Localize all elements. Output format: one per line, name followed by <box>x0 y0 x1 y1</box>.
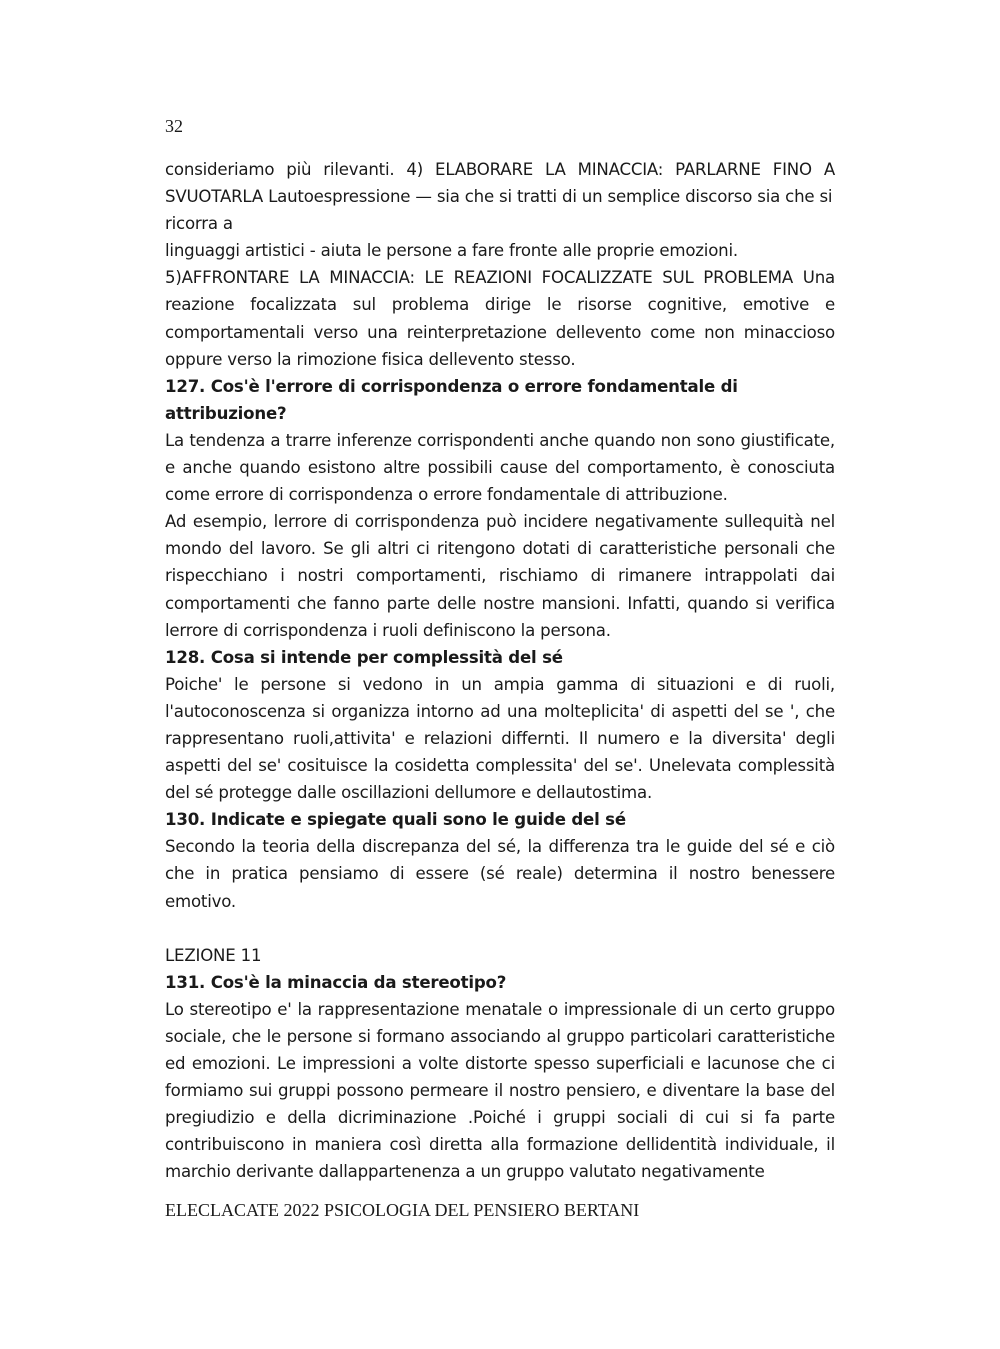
question-131-heading: 131. Cos'è la minaccia da stereotipo? <box>165 972 507 992</box>
answer-127-paragraph-1: La tendenza a trarre inferenze corrispondenti anche quando non sono giustificate, e anche quando esistono altre possibili cause del comportamento, è conosciuta come errore di corrispondenza o errore fondamentale di attribuzione. <box>165 430 835 505</box>
question-127-heading: 127. Cos'è l'errore di corrispondenza o errore fondamentale di attribuzione? <box>165 376 738 423</box>
answer-128-paragraph: Poiche' le persone si vedono in un ampia gamma di situazioni e di ruoli, l'autoconoscenza si organizza intorno ad una molteplicita' di aspetti del se ', che rappresentano ruoli,attivita' e relazioni differnti. Il numero e la diversita' degli aspetti del se' cosituisce la cosidetta complessita' del se'. Unelevata complessità del sé protegge dalle oscillazioni dellumore e dellautostima. <box>165 674 835 803</box>
question-128-heading: 128. Cosa si intende per complessità del sé <box>165 647 563 667</box>
page-number: 32 <box>165 116 183 136</box>
paragraph-ricorra: ricorra a <box>165 214 233 234</box>
answer-127-paragraph-2: Ad esempio, lerrore di corrispondenza può incidere negativamente sullequità nel mondo del lavoro. Se gli altri ci ritengono dotati di caratteristiche personali che rispecchiano i nostri comportamenti, rischiamo di rimanere intrappolati dai comportamenti che fanno parte delle nostre mansioni. Infatti, quando si verifica lerrore di corrispondenza i ruoli definiscono la persona. <box>165 512 835 640</box>
page-footer: ELECLACATE 2022 PSICOLOGIA DEL PENSIERO BERTANI <box>165 1200 640 1220</box>
question-130-heading: 130. Indicate e spiegate quali sono le guide del sé <box>165 810 626 830</box>
section-spacer <box>165 915 835 942</box>
paragraph-linguaggi-artistici: linguaggi artistici - aiuta le persone a fare fronte alle proprie emozioni. <box>165 241 738 261</box>
paragraph-affrontare-minaccia: 5)AFFRONTARE LA MINACCIA: LE REAZIONI FOCALIZZATE SUL PROBLEMA Una reazione focalizzata sul problema dirige le risorse cognitive, emotive e comportamentali verso una reinterpretazione dellevento come non minaccioso oppure verso la rimozione fisica dellevento stesso. <box>165 268 835 369</box>
answer-131-paragraph: Lo stereotipo e' la rappresentazione menatale o impressionale di un certo gruppo sociale, che le persone si formano associando al gruppo particolari caratteristiche ed emozioni. Le impressioni a volte distorte spesso superficiali e lacunose che ci formiamo sui gruppi possono permeare il nostro pensiero, e diventare la base del pregiudizio e della dicriminazione .Poiché i gruppi sociali di cui si fa parte contribuiscono in maniera così diretta alla formazione dellidentità individuale, il marchio derivante dallappartenenza a un gruppo valutato negativamente <box>165 999 835 1182</box>
paragraph-elaborare-minaccia: consideriamo più rilevanti. 4) ELABORARE LA MINACCIA: PARLARNE FINO A SVUOTARLA Lautoespressione — sia che si tratti di un semplice discorso sia che si <box>165 160 835 207</box>
page-body <box>165 156 835 1186</box>
lesson-heading: LEZIONE 11 <box>165 945 262 965</box>
answer-130-paragraph: Secondo la teoria della discrepanza del sé, la differenza tra le guide del sé e ciò che in pratica pensiamo di essere (sé reale) determina il nostro benessere emotivo. <box>165 837 835 911</box>
